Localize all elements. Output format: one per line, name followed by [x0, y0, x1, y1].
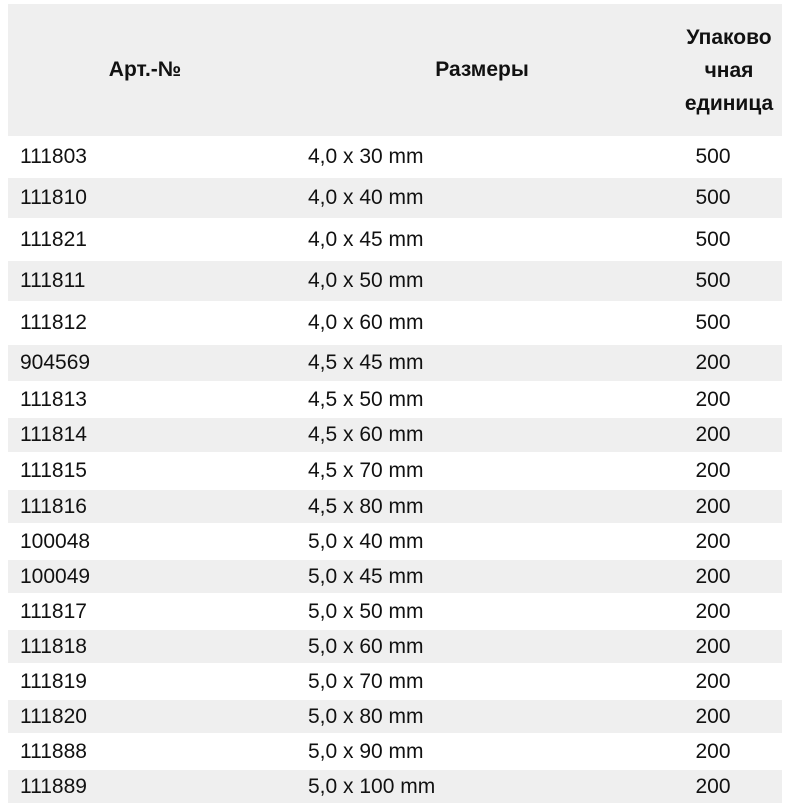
size-cell: 4,0 x 60 mm: [308, 311, 424, 334]
header-size: [282, 4, 682, 136]
product-table: [8, 4, 782, 803]
table-row: [8, 558, 782, 593]
header-article: [8, 4, 282, 136]
size-cell: 5,0 x 90 mm: [308, 739, 424, 763]
table-row: [8, 136, 782, 176]
article-cell: 111811: [20, 269, 86, 292]
table-row: [8, 593, 782, 628]
article-cell: 111821: [20, 227, 87, 251]
size-cell: 4,5 x 80 mm: [308, 494, 424, 518]
article-cell: 111813: [20, 387, 87, 411]
article-cell: 111820: [20, 704, 87, 728]
article-cell: 111818: [20, 634, 87, 658]
size-cell: 4,0 x 50 mm: [308, 269, 424, 292]
header-pack-line-3: единица: [684, 91, 774, 115]
table-row: [8, 301, 782, 343]
pack-unit-cell: 200: [695, 564, 731, 588]
table-row: [8, 381, 782, 416]
pack-unit-cell: 200: [695, 634, 731, 658]
pack-unit-cell: 200: [695, 494, 731, 518]
table-row: [8, 176, 782, 218]
table-row: [8, 259, 782, 301]
table-row: [8, 416, 782, 452]
article-cell: 100048: [20, 529, 91, 553]
size-cell: 4,5 x 50 mm: [308, 387, 424, 411]
pack-unit-cell: 500: [695, 186, 731, 209]
table-row: [8, 698, 782, 733]
article-cell: 111803: [20, 145, 87, 168]
header-size-label: Размеры: [435, 58, 529, 81]
pack-unit-cell: 500: [695, 227, 731, 251]
size-cell: 5,0 x 100 mm: [308, 774, 436, 798]
table-row: [8, 663, 782, 698]
table-row: [8, 523, 782, 558]
size-cell: 4,0 x 30 mm: [308, 145, 424, 168]
pack-unit-cell: 200: [695, 704, 731, 728]
size-cell: 5,0 x 40 mm: [308, 529, 424, 553]
table-row: [8, 768, 782, 803]
article-cell: 111819: [20, 669, 87, 693]
table-row: [8, 343, 782, 381]
pack-unit-cell: 200: [695, 669, 731, 693]
table-header: [8, 4, 782, 136]
article-cell: 111815: [20, 459, 87, 482]
article-cell: 904569: [20, 351, 91, 374]
table-row: [8, 218, 782, 259]
pack-unit-cell: 500: [695, 269, 731, 292]
article-cell: 111888: [20, 739, 87, 763]
pack-unit-cell: 200: [695, 739, 731, 763]
size-cell: 5,0 x 60 mm: [308, 634, 424, 658]
pack-unit-cell: 500: [695, 145, 731, 168]
header-pack-unit: [672, 4, 786, 136]
table-row: [8, 628, 782, 663]
size-cell: 4,0 x 45 mm: [308, 227, 424, 251]
article-cell: 111810: [20, 186, 87, 209]
article-cell: 111817: [20, 599, 87, 623]
table-row: [8, 488, 782, 523]
pack-unit-cell: 200: [695, 459, 731, 482]
table-row: [8, 733, 782, 768]
size-cell: 4,5 x 70 mm: [308, 459, 424, 482]
size-cell: 5,0 x 80 mm: [308, 704, 424, 728]
size-cell: 5,0 x 50 mm: [308, 599, 424, 623]
article-cell: 111812: [20, 311, 87, 334]
size-cell: 4,0 x 40 mm: [308, 186, 424, 209]
pack-unit-cell: 200: [695, 529, 731, 553]
size-cell: 5,0 x 45 mm: [308, 564, 424, 588]
header-pack-line-1: Упаково: [686, 25, 772, 49]
size-cell: 4,5 x 45 mm: [308, 351, 424, 374]
pack-unit-cell: 500: [695, 311, 731, 334]
pack-unit-cell: 200: [695, 774, 731, 798]
article-cell: 111814: [20, 423, 87, 446]
size-cell: 5,0 x 70 mm: [308, 669, 424, 693]
article-cell: 111889: [20, 774, 87, 798]
size-cell: 4,5 x 60 mm: [308, 423, 424, 446]
table-row: [8, 452, 782, 488]
header-article-label: Арт.-№: [108, 58, 182, 81]
table-body: [8, 136, 782, 803]
pack-unit-cell: 200: [695, 599, 731, 623]
pack-unit-cell: 200: [695, 387, 731, 411]
article-cell: 111816: [20, 494, 87, 518]
article-cell: 100049: [20, 564, 91, 588]
pack-unit-cell: 200: [695, 423, 731, 446]
pack-unit-cell: 200: [695, 351, 731, 374]
header-pack-line-2: чная: [704, 58, 754, 82]
